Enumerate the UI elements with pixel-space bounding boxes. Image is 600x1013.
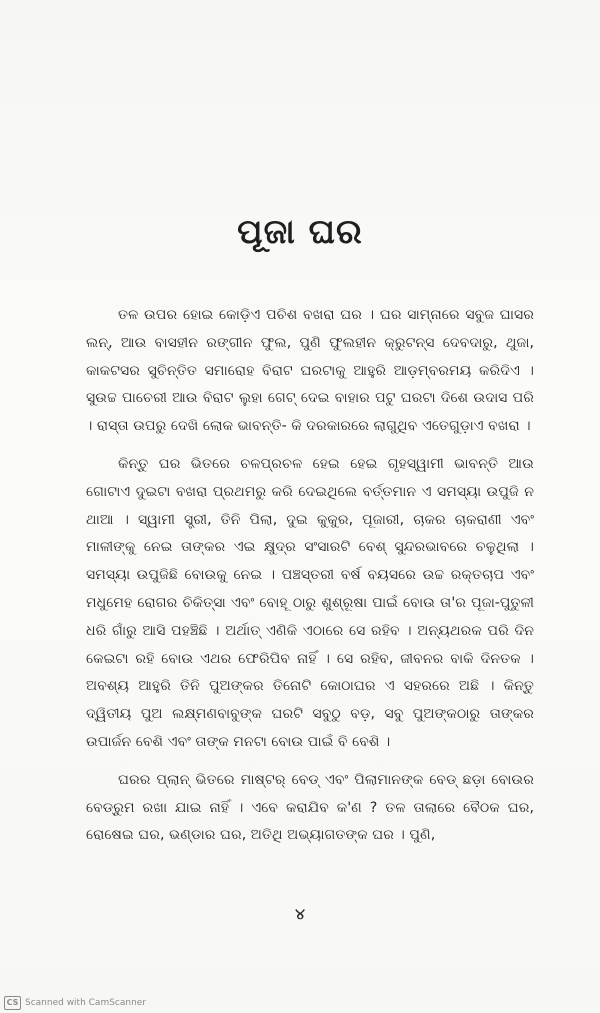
scanner-watermark — [4, 995, 146, 1011]
camscanner-logo-icon: CS — [4, 996, 21, 1010]
paragraph-2: କିନ୍ତୁ ଘର ଭିତରେ ଚଳପ୍ରଚଳ ହେଇ ହେଇ ଗୃହସ୍ୱାମୀ ଭାବନ୍ତି ଆଉ ଗୋଟାଏ ଦୁଇଟା ବଖରା ପ୍ରଥମରୁ କରି ଦେଇଥିଲେ ବର୍ତ୍ତମାନ ଏ ସମସ୍ୟା ଉପୁଜି ନ ଥାଆ । ସ୍ୱାମୀ ସ୍ତ୍ରୀ, ତିନି ପିଲା, ଦୁଇ କୁକୁର, ପୂଜାରୀ, ଚାକର ଚାକରାଣୀ ଏବଂ ମାଳୀଙ୍କୁ ନେଇ ତାଙ୍କର ଏଇ କ୍ଷୁଦ୍ର ସଂସାରଟି ବେଶ୍ ସୁନ୍ଦରଭାବରେ ଚଳୁଥିଲା । ସମସ୍ୟା ଉପୁଜିଛି ବୋଉକୁ ନେଇ । ପଞ୍ଚସ୍ତରୀ ବର୍ଷ ବୟସରେ ଉଚ୍ଚ ରକ୍ତଚାପ ଏବଂ ମଧୁମେହ ରୋଗର ଚିକିତ୍ସା ଏବଂ ବୋହୂ ଠାରୁ ଶୁଶ୍ରୂଷା ପାଇଁ ବୋଉ ତା'ର ପୂଜା-ପୁତୁଳୀ ଧରି ଗାଁରୁ ଆସି ପହଞ୍ଚିଛି । ଅର୍ଥାତ୍ ଏଣିକି ଏଠାରେ ସେ ରହିବ । ଅନ୍ୟଥରକ ପରି ଦିନ କେଇଟା ରହି ବୋଉ ଏଥର ଫେରିପିବ ନାହିଁ । ସେ ରହିବ, ଜୀବନର ବାକି ଦିନତକ । ଅବଶ୍ୟ ଆହୁରି ତିନି ପୁଅଙ୍କର ତିନୋଟି କୋଠାଘର ଏ ସହରରେ ଅଛି । କିନ୍ତୁ ଦ୍ୱିତୀୟ ପୁଅ ଲକ୍ଷ୍ମଣବାବୁଙ୍କ ଘରଟି ସବୁଠୁ ବଡ଼, ସବୁ ପୁଅଙ୍କଠାରୁ ତାଙ୍କର ଉପାର୍ଜନ ବେଶି ଏବଂ ତାଙ୍କ ମନଟା ବୋଉ ପାଇଁ ବି ବେଶି । — [86, 455, 535, 750]
paragraph-3: ଘରର ପ୍ଲାନ୍ ଭିତରେ ମାଷ୍ଟର୍ ବେଡ୍ ଏବଂ ପିଲାମାନଙ୍କ ବେଡ୍ ଛଡ଼ା ବୋଉର ବେଡ୍‌ରୁମ ରଖା ଯାଇ ନାହିଁ । ଏବେ କରାଯିବ କ'ଣ ? ତଳ ତାଲାରେ ବୈଠକ ଘର, ରୋଷେଇ ଘର, ଭଣ୍ଡାର ଘର, ଅତିଥି ଅଭ୍ୟାଗତଙ୍କ ଘର । ପୁଣି, — [86, 771, 534, 844]
paragraph-1: ତଳ ଉପର ହୋଇ କୋଡ଼ିଏ ପଚିଶ ବଖରା ଘର । ଘର ସାମ୍ନାରେ ସବୁଜ ଘାସର ଲନ୍, ଆଉ ବାସହୀନ ରଙ୍ଗୀନ ଫୁଲ, ପୁଣି ଫୁଲହୀନ କ୍ରୁଟନ୍ସ ଦେବଦାରୁ, ଥୁଜା, କାକଟସର ସୁଚିନ୍ତିତ ସମାରୋହ ବିରାଟ ଘରଟାକୁ ଆହୁରି ଆଡ଼ମ୍ବରମୟ କରିଦିଏ । ସୁଉଚ୍ଚ ପାଚେରୀ ଆଉ ବିରାଟ ଲୁହା ଗେଟ୍ ଦେଇ ବାହାର ପଟୁ ଘରଟା ଦିଶେ ଉଦାସ ପରି । ରାସ୍ତା ଉପରୁ ଦେଖି ଲୋକ ଭାବନ୍ତି- କି ଦରକାରରେ ଲାଗୁଥିବ ଏତେଗୁଡ଼ାଏ ବଖରା । — [86, 307, 534, 435]
body-text — [86, 302, 534, 860]
chapter-title: ପୂଜା ଘର — [237, 212, 363, 252]
watermark-text: Scanned with CamScanner — [25, 998, 147, 1008]
page-number: ୪ — [295, 905, 305, 923]
